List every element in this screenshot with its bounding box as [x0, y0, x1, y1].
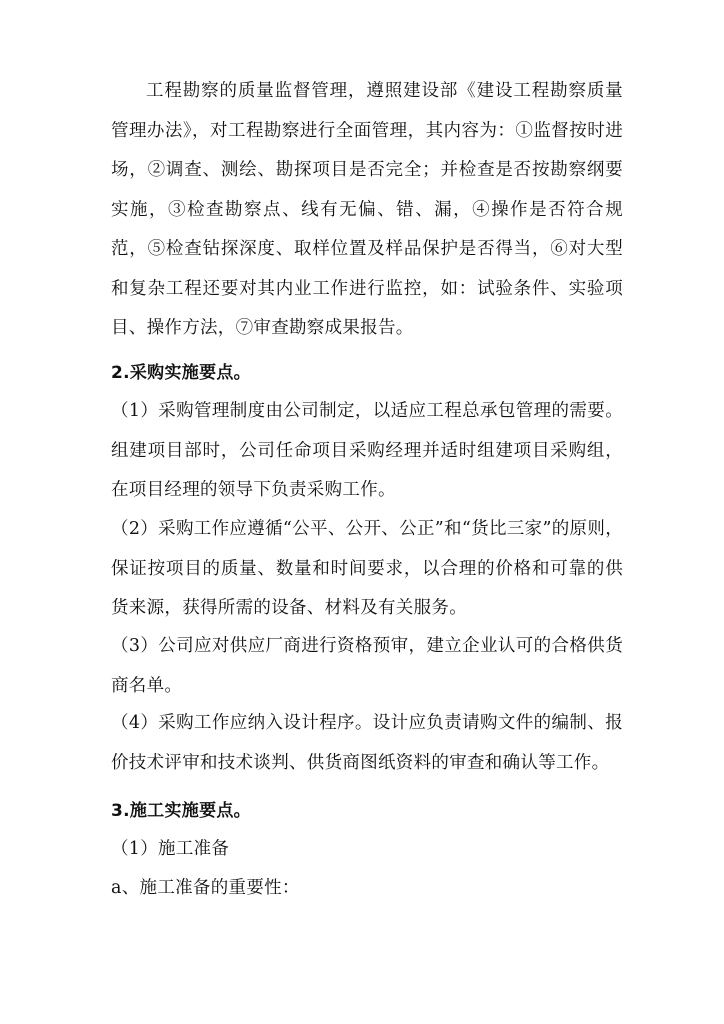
section-2-item-3: （3）公司应对供应厂商进行资格预审，建立企业认可的合格供货商名单。 — [111, 636, 623, 696]
section-2-heading: 2.采购实施要点。 — [111, 363, 251, 383]
section-2-item-4: （4）采购工作应纳入设计程序。设计应负责请购文件的编制、报价技术评审和技术谈判、供货商图纸资料的审查和确认等工作。 — [111, 713, 623, 773]
intro-paragraph: 工程勘察的质量监督管理，遵照建设部《建设工程勘察质量管理办法》，对工程勘察进行全面管理，其内容为：①监督按时进场，②调查、测绘、勘探项目是否完全；并检查是否按勘察纲要实施，③检查勘察点、线有无偏、错、漏，④操作是否符合规范，⑤检查钻探深度、取样位置及样品保护是否得当，⑥对大型和复杂工程还要对其内业工作进行监控，如：试验条件、实验项目、操作方法，⑦审查勘察成果报告。 — [111, 81, 623, 338]
section-3-heading: 3.施工实施要点。 — [111, 801, 251, 821]
section-3-item-1: （1）施工准备 — [111, 839, 230, 859]
section-3-item-2: a、施工准备的重要性： — [111, 878, 300, 898]
section-2-item-1: （1）采购管理制度由公司制定，以适应工程总承包管理的需要。组建项目部时，公司任命项目采购经理并适时组建项目采购组，在项目经理的领导下负责采购工作。 — [111, 401, 623, 500]
section-2-item-2: （2）采购工作应遵循“公平、公开、公正”和“货比三家”的原则，保证按项目的质量、数量和时间要求，以合理的价格和可靠的供货来源，获得所需的设备、材料及有关服务。 — [111, 519, 623, 618]
